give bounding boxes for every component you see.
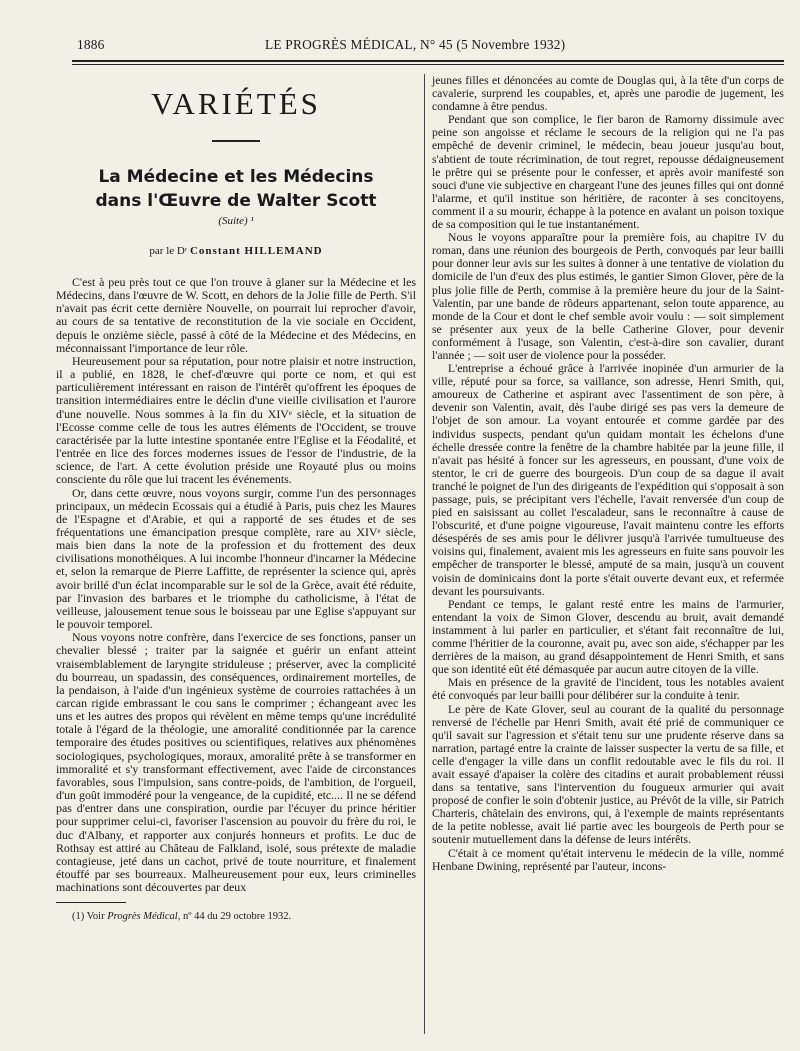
footnote [56, 911, 416, 922]
right-column [432, 74, 784, 873]
footnote-suffix: , nº 44 du 29 octobre 1932. [177, 911, 292, 923]
left-column [56, 74, 416, 922]
section-rule [212, 140, 260, 142]
running-header [77, 37, 783, 57]
running-title: LE PROGRÈS MÉDICAL, N° 45 (5 Novembre 1932) [265, 37, 566, 52]
paragraph: Nous voyons notre confrère, dans l'exercice de ses fonctions, panser un chevalier blessé ; traiter par la saignée et guérir un enfant atteint vraisemblablement de laryngite striduleuse ; préserver, avec la complicité du bourreau, un spadassin, des conséquences, ordinairement mortelles, de la pendaison, à l'aide d'un ingénieux système de courroies rattachées à un carcan rigide embrassant le cou sans le comprimer ; échangeant avec les uns et les autres des propos qui révèlent en même temps qu'une incrédulité totale à l'égard de la théologie, une amoralité conditionnée par la carence temporaire des études positives ou scientifiques, relatives aux phénomènes sociologiques, psychologiques, moraux, amoralité prête à se transformer en immoralité et s'y transformant effectivement, avec l'aide de circonstances favorables, sous l'impulsion, sans contre-poids, de l'ambition, de l'orgueil, d'un goût immodéré pour la vengeance, de la cupidité, etc.... Il ne se défend pas d'entrer dans une conspiration, ourdie par l'écuyer du prince héritier pour supprimer celui-ci, favoriser l'ascension au pouvoir du frère du roi, le duc d'Albany, et rapporter aux conjurés honneurs et profits. Le duc de Rothsay est attiré au Château de Falkland, isolé, sous prétexte de maladie contagieuse, jeté dans un cachot, privé de toute nourriture, et finalement étouffé par ses bourreaux. Malheureusement pour eux, leurs criminelles machinations sont découvertes par deux [56, 630, 416, 895]
paragraph: Le père de Kate Glover, seul au courant de la qualité du personnage renversé de l'échelle par Henri Smith, avait été prié de communiquer ce qu'il savait sur l'agression et s'était tenu sur une prudente réserve dans sa narration, partagé entre la crainte de laisser suspecter la vertu de sa fille, et celle d'engager la ville dans un conflit redoutable avec le fils du roi. Il avait essayé d'apaiser la colère des citadins et aurait probablement réussi dans sa tentative, sans l'intervention du fougueux armurier qui avait proposé de confier le soin d'obtenir justice, au Prévôt de la ville, sir Patrich Charteris, châtelain des environs, qui, à l'exemple de maints représentants de la petite noblesse, avait lié partie avec les bourgeois de Perth pour se soutenir mutuellement dans la défense de leurs intérêts. [432, 702, 784, 847]
article-title-line1: La Médecine et les Médecins [98, 167, 374, 187]
left-body [56, 276, 416, 894]
article-title [56, 165, 416, 213]
paragraph: Or, dans cette œuvre, nous voyons surgir, comme l'un des personnages principaux, un médecin Ecossais qui a étudié à Paris, puis chez les Maures de l'Espagne et d'Arabie, et qui a rapporté de ses études et de ses fréquentations une émancipation presque complète, rare au XIVᵉ siècle, mais bien dans la note de la profession et du frottement des deux civilisations monothéiques. A lui incombe l'honneur d'incarner la Médecine et, selon la remarque de Pierre Laffitte, de représenter la science qui, après avoir brillé d'un éclat incomparable sur le sol de la Grèce, avait été réduite, par l'invasion des barbares et le triomphe du catholicisme, à l'état de veilleuse, jalousement tenue sous le boisseau par une Eglise s'appuyant sur le pouvoir temporel. [56, 485, 416, 632]
article-title-line2: dans l'Œuvre de Walter Scott [95, 191, 377, 211]
paragraph: Nous le voyons apparaître pour la première fois, au chapitre IV du roman, dans une réunion des bourgeois de Perth, convoqués par leur bailli pour donner leur avis sur les suites à donner à une tentative de violation du domicile de l'un d'eux des plus estimés, le gantier Simon Glover, père de la plus jolie fille de Perth, commise à la première heure du jour de la Saint-Valentin, par une bande de rôdeurs appartenant, selon toute apparence, au monde de la Cour et dont le chef semble avoir voulu : — soit simplement se présenter aux yeux de la belle Catherine Glover, pour devenir conformément à l'usage, son Valentin, c'est-à-dire son cavalier, durant l'année ; — soit user de violence pour la posséder. [432, 231, 784, 362]
footnote-prefix: (1) Voir [72, 911, 105, 923]
paragraph: Pendant ce temps, le galant resté entre les mains de l'armurier, entendant la voix de Simon Glover, descendu au bruit, avait demandé instamment à lui parler en particulier, et s'étant fait reconnaître de lui, comme l'héritier de la couronne, avait pu, avec son aide, s'échapper par les derrières de la maison, au grand désappointement de Henri Smith, et sans que son identité eût été démasquée par aucun autre citoyen de la ville. [432, 597, 784, 677]
header-rule-thick [72, 60, 784, 62]
footnote-journal: Progrès Médical [107, 911, 178, 923]
right-body [432, 74, 784, 873]
article-suite: (Suite) ¹ [218, 215, 254, 227]
byline-author: Constant HILLEMAND [189, 245, 323, 257]
page-number: 1886 [77, 37, 105, 52]
paragraph: C'était à ce moment qu'était intervenu le médecin de la ville, nommé Henbane Dwining, représenté par l'auteur, incons- [432, 846, 784, 873]
byline [56, 245, 416, 257]
paragraph: Heureusement pour sa réputation, pour notre plaisir et notre instruction, il a publié, en 1828, le chef-d'œuvre qui porte ce nom, et qui est particulièrement intéressant en raison de l'intérêt qu'offrent les époques de transition intermédiaires entre le déclin d'une vieille civilisation et l'aurore d'une nouvelle. Nous sommes à la fin du XIVᵉ siècle, et la situation de l'Ecosse comme celle de tous les autres éléments de l'Occident, se trouve caractérisée par la lutte intestine spontanée entre l'Eglise et la Féodalité, et l'entrée en lice des forces modernes issues de l'essor de l'industrie, de la science, de l'art. A cette évolution préside une Royauté plus ou moins consciente du rôle que lui tracent les événements. [56, 353, 416, 487]
footnote-rule [56, 902, 126, 903]
paragraph: Mais en présence de la gravité de l'incident, tous les notables avaient été convoqués par leur bailli pour délibérer sur la conduite à tenir. [432, 676, 784, 703]
paragraph: L'entreprise a échoué grâce à l'arrivée inopinée d'un armurier de la ville, réputé pour sa force, sa vaillance, son adresse, Henri Smith, qui, amoureux de Catherine et aspirant avec l'assentiment de son père, à devenir son Valentin, avait, dès l'aube dirigé ses pas vers la demeure de l'objet de son amour. La voyant entourée et comme gardée par des individus suspects, pendant qu'un quidam montait les échelons d'une échelle dressée contre la fenêtre de la chambre habitée par la jeune fille, il n'avait pas hésité à foncer sur les agresseurs, en poussant, d'une voix de stentor, le cri de guerre des bourgeois. D'un coup de sa dague il avait tranché le poignet de l'un des dirigeants de l'expédition qui s'opposait à son passage, puis, se précipitant vers l'échelle, l'avait renversée d'un coup de pied en saisissant au collet l'escaladeur, sans le reconnaître à cause de l'obscurité, et d'une poigne vigoureuse, l'avait maintenu contre les efforts désespérés de ses amis pour le délivrer jusqu'à l'arrivée tumultueuse des voisins qui, finalement, avaient mis les agresseurs en fuite sans pouvoir les empêcher de transporter le blessé, amputé de sa main, jusqu'à un couvent voisin de dominicains dont la porte s'était ouverte devant eux, et refermée devant les poursuivants. [432, 362, 784, 598]
paragraph: jeunes filles et dénoncées au comte de Douglas qui, à la tête d'un corps de cavalerie, surprend les coupables, et, après une parodie de jugement, les condamne à être pendus. [432, 74, 784, 114]
byline-prefix: par le Dʳ [149, 245, 188, 257]
header-rule-thin [72, 64, 784, 65]
section-title: VARIÉTÉS [151, 86, 321, 121]
column-divider [424, 74, 425, 1034]
paragraph: C'est à peu près tout ce que l'on trouve à glaner sur la Médecine et les Médecins, dans l'œuvre de W. Scott, en dehors de la Jolie fille de Perth. S'il n'avait pas écrit cette dernière Nouvelle, on pourrait lui reprocher d'avoir, au cours de sa tentative de reconstitution de la vie sociale en Occident, depuis le onzième siècle, passé à côté de la Médecine et des Médecins, en méconnaissant l'importance de leur rôle. [56, 275, 416, 355]
paragraph: Pendant que son complice, le fier baron de Ramorny dissimule avec peine son angoisse et réclame le secours de la religion qui ne l'a pas empêché de devenir criminel, le médecin, beau joueur jusqu'au bout, s'abtient de toute récrimination, de tout regret, repousse dédaigneusement le prêtre qui se présente pour le confesser, et après avoir manifesté son souci d'une vie subjective en chargeant l'une des jeunes filles qui ont donné l'alarme, et qu'il institue son héritière, de raconter à ses concitoyens, comment il a su mourir, échappe à la potence en avalant un poison toxique de sa composition qui le tue instantanément. [432, 113, 784, 232]
